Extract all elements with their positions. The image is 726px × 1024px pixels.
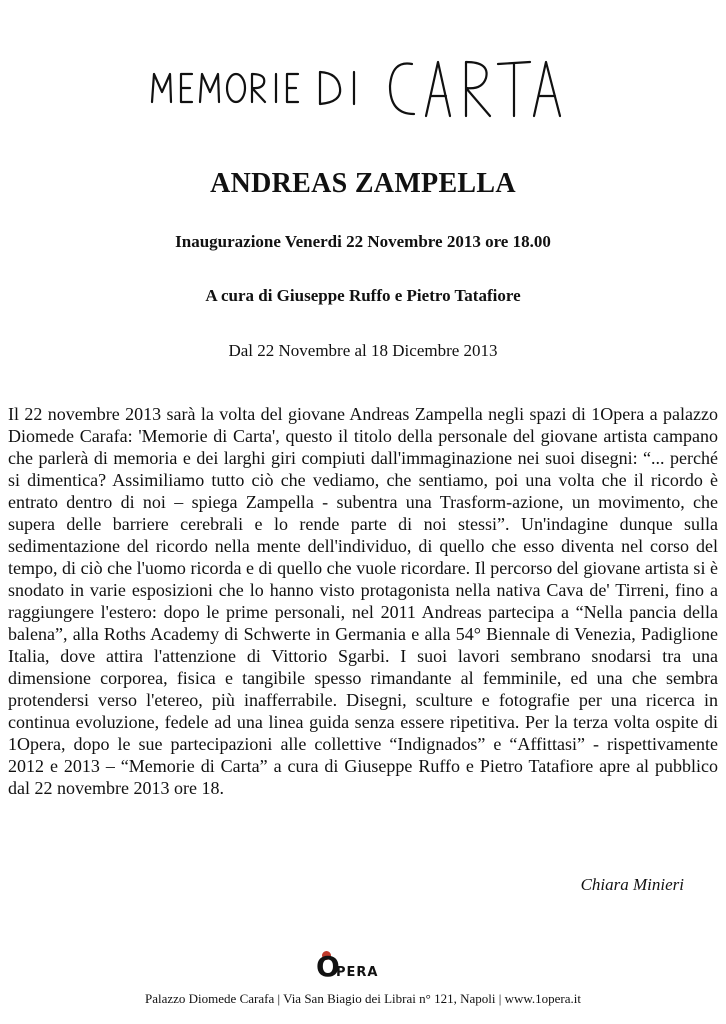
opera-logo [316,951,386,987]
exhibition-title-handwritten [148,56,578,126]
author-signature: Chiara Minieri [580,875,684,894]
logo-letter-o: O [316,950,340,983]
curators-line: A cura di Giuseppe Ruffo e Pietro Tatafiore [205,286,521,305]
exhibition-dates: Dal 22 Novembre al 18 Dicembre 2013 [228,341,498,360]
exhibition-title [0,56,726,126]
inauguration-line: Inaugurazione Venerdi 22 Novembre 2013 ore 18.00 [175,232,551,251]
artist-name: ANDREAS ZAMPELLA [210,168,516,199]
footer-address: Palazzo Diomede Carafa | Via San Biagio dei Librai n° 121, Napoli | www.1opera.it [145,991,581,1006]
logo-letters-pera: PERA [336,965,379,980]
press-release-body: Il 22 novembre 2013 sarà la volta del giovane Andreas Zampella negli spazi di 1Opera a palazzo Diomede Carafa: 'Memorie di Carta', questo il titolo della personale del giovane artista campano che parlerà di memoria e dei larghi giri compiuti dall'immaginazione nei suoi disegni: “... perché si dimentica? Assimiliamo tutto ciò che vediamo, che sentiamo, poi una volta che il ricordo è entrato dentro di noi – spiega Zampella - subentra una Trasform-azione, un movimento, che supera delle barriere cerebrali e lo rende parte di noi stessi”. Un'indagine dunque sulla sedimentazione del ricordo nella mente dell'individuo, di quello che esso diventa nel corso del tempo, di ciò che l'uomo ricorda e di quello che vuole ricordare. Il percorso del giovane artista si è snodato in varie esposizioni che lo hanno visto protagonista nella nativa Cava de' Tirreni, fino a raggiungere l'estero: dopo le prime personali, nel 2011 Andreas partecipa a “Nella pancia della balena”, alla Roths Academy di Schwerte in Germania e alla 54° Biennale di Venezia, Padiglione Italia, dove attira l'attenzione di Vittorio Sgarbi. I suoi lavori sembrano snodarsi tra una dimensione corporea, fisica e tangibile spesso rimandante al femminile, ed una che sembra protendersi verso l'etereo, più inafferrabile. Disegni, sculture e fotografie per una ricerca in continua evoluzione, fedele ad una linea guida senza essere ripetitiva. Per la terza volta ospite di 1Opera, dopo le sue partecipazioni alle collettive “Indignados” e “Affittasi” - rispettivamente 2012 e 2013 – “Memorie di Carta” a cura di Giuseppe Ruffo e Pietro Tatafiore apre al pubblico dal 22 novembre 2013 ore 18. [8,404,718,798]
